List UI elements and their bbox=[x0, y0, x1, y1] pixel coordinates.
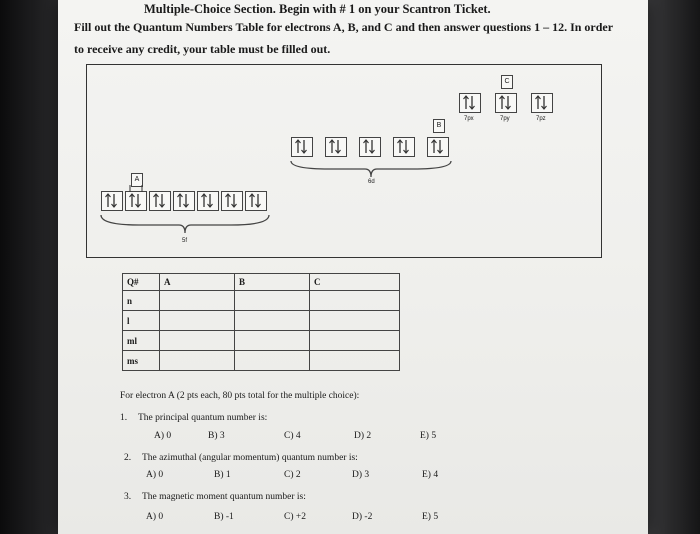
orbital-box-5f-6 bbox=[221, 191, 243, 211]
question-2-option-a[interactable]: A) 0 bbox=[146, 470, 164, 480]
label-5f: 5f bbox=[182, 238, 188, 244]
question-3-number: 3. bbox=[124, 492, 132, 502]
electron-a-marker: A bbox=[131, 173, 143, 187]
question-1-option-b[interactable]: B) 3 bbox=[208, 431, 225, 441]
photo-edge-right bbox=[648, 0, 700, 534]
question-3-option-d[interactable]: D) -2 bbox=[352, 512, 373, 522]
question-3-option-e[interactable]: E) 5 bbox=[422, 512, 439, 522]
orbital-box-5f-2 bbox=[125, 191, 147, 211]
table-header-row bbox=[123, 274, 400, 291]
question-2-option-b[interactable]: B) 1 bbox=[214, 470, 231, 480]
header-b: B bbox=[235, 274, 310, 291]
orbital-diagram bbox=[86, 64, 602, 258]
header-a: A bbox=[160, 274, 235, 291]
worksheet-page bbox=[58, 0, 648, 534]
table-row bbox=[123, 291, 400, 311]
cell-n-a[interactable] bbox=[160, 291, 235, 311]
orbital-box-7px bbox=[459, 93, 481, 113]
question-3-text: The magnetic moment quantum number is: bbox=[142, 492, 306, 502]
label-7px: 7px bbox=[464, 116, 474, 122]
table-row bbox=[123, 311, 400, 331]
questions-intro: For electron A (2 pts each, 80 pts total for the multiple choice): bbox=[120, 391, 360, 401]
orbital-box-6d-1 bbox=[291, 137, 313, 157]
orbital-box-6d-4 bbox=[393, 137, 415, 157]
question-1-option-a[interactable]: A) 0 bbox=[154, 431, 172, 441]
row-label-ms: ms bbox=[123, 351, 160, 371]
cell-ms-b[interactable] bbox=[235, 351, 310, 371]
brace-6d bbox=[289, 159, 453, 181]
table-row bbox=[123, 351, 400, 371]
question-1-option-d[interactable]: D) 2 bbox=[354, 431, 372, 441]
label-7py: 7py bbox=[500, 116, 510, 122]
orbital-box-7pz bbox=[531, 93, 553, 113]
brace-5f bbox=[99, 213, 271, 237]
row-label-l: l bbox=[123, 311, 160, 331]
question-1-option-e[interactable]: E) 5 bbox=[420, 431, 437, 441]
instructions-line-2: to receive any credit, your table must be filled out. bbox=[74, 42, 331, 56]
question-3-option-b[interactable]: B) -1 bbox=[214, 512, 234, 522]
row-label-ml: ml bbox=[123, 331, 160, 351]
row-label-n: n bbox=[123, 291, 160, 311]
photo-edge-left bbox=[0, 0, 58, 534]
section-title: Multiple-Choice Section. Begin with # 1 on your Scantron Ticket. bbox=[144, 2, 491, 16]
orbital-box-6d-3 bbox=[359, 137, 381, 157]
cell-n-c[interactable] bbox=[310, 291, 400, 311]
orbital-box-5f-4 bbox=[173, 191, 195, 211]
header-q: Q# bbox=[123, 274, 160, 291]
orbital-box-6d-5 bbox=[427, 137, 449, 157]
cell-ml-a[interactable] bbox=[160, 331, 235, 351]
question-3-option-a[interactable]: A) 0 bbox=[146, 512, 164, 522]
electron-b-marker: B bbox=[433, 119, 445, 133]
electron-c-marker: C bbox=[501, 75, 513, 89]
orbital-box-6d-2 bbox=[325, 137, 347, 157]
instructions-line-1: Fill out the Quantum Numbers Table for electrons A, B, and C and then answer questions 1 – 12. In order bbox=[74, 20, 614, 34]
quantum-numbers-table bbox=[122, 273, 400, 371]
question-2-option-c[interactable]: C) 2 bbox=[284, 470, 301, 480]
table-row bbox=[123, 331, 400, 351]
cell-ml-b[interactable] bbox=[235, 331, 310, 351]
orbital-box-5f-3 bbox=[149, 191, 171, 211]
orbital-box-5f-5 bbox=[197, 191, 219, 211]
question-2-text: The azimuthal (angular momentum) quantum number is: bbox=[142, 453, 358, 463]
question-1-number: 1. bbox=[120, 413, 128, 423]
question-1-text: The principal quantum number is: bbox=[138, 413, 268, 423]
cell-ml-c[interactable] bbox=[310, 331, 400, 351]
cell-ms-c[interactable] bbox=[310, 351, 400, 371]
question-2-number: 2. bbox=[124, 453, 132, 463]
orbital-box-5f-1 bbox=[101, 191, 123, 211]
cell-n-b[interactable] bbox=[235, 291, 310, 311]
cell-ms-a[interactable] bbox=[160, 351, 235, 371]
cell-l-a[interactable] bbox=[160, 311, 235, 331]
header-c: C bbox=[310, 274, 400, 291]
question-3-option-c[interactable]: C) +2 bbox=[284, 512, 306, 522]
question-2-option-d[interactable]: D) 3 bbox=[352, 470, 370, 480]
label-7pz: 7pz bbox=[536, 116, 546, 122]
cell-l-b[interactable] bbox=[235, 311, 310, 331]
question-1-option-c[interactable]: C) 4 bbox=[284, 431, 301, 441]
label-6d: 6d bbox=[368, 179, 375, 185]
orbital-box-7py bbox=[495, 93, 517, 113]
question-2-option-e[interactable]: E) 4 bbox=[422, 470, 439, 480]
orbital-box-5f-7 bbox=[245, 191, 267, 211]
electron-a-pointer bbox=[128, 184, 144, 193]
cell-l-c[interactable] bbox=[310, 311, 400, 331]
